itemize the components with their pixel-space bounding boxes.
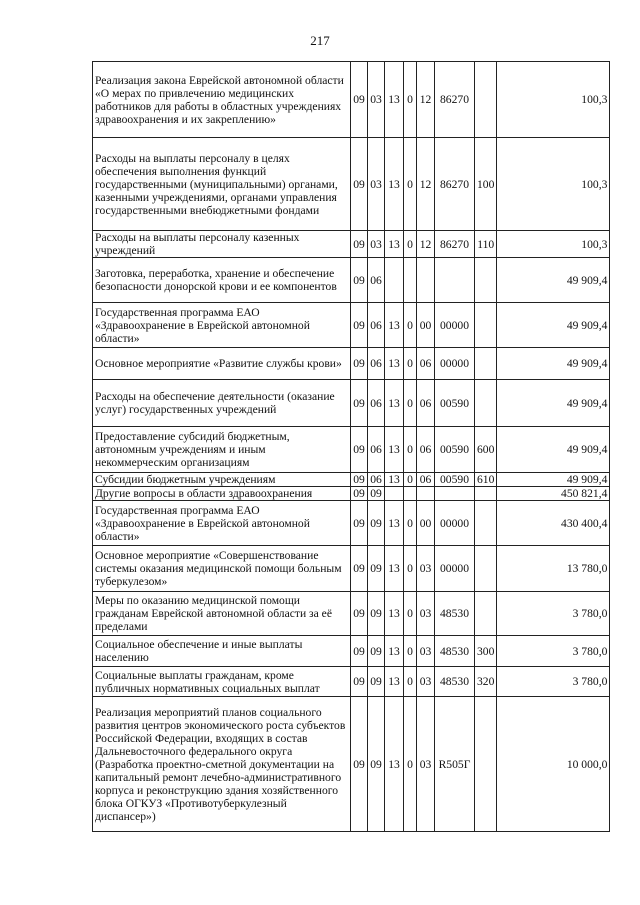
cell-vr <box>475 501 497 546</box>
table-row <box>93 303 610 348</box>
cell-pr: 09 <box>368 546 385 592</box>
cell-pr: 03 <box>368 62 385 138</box>
cell-c2: 0 <box>404 501 417 546</box>
cell-pr: 06 <box>368 348 385 380</box>
cell-c1: 13 <box>385 546 404 592</box>
cell-c2: 0 <box>404 138 417 231</box>
cell-rz: 09 <box>351 427 368 473</box>
cell-c3 <box>417 258 435 303</box>
cell-c3: 00 <box>417 501 435 546</box>
cell-c4: 00590 <box>435 380 475 427</box>
cell-amount: 3 780,0 <box>497 636 610 667</box>
cell-c4: 86270 <box>435 138 475 231</box>
cell-name: Предоставление субсидий бюджетным, автономным учреждениям и иным некоммерческим организациям <box>93 427 351 473</box>
cell-pr: 09 <box>368 487 385 501</box>
cell-c4: 00000 <box>435 501 475 546</box>
cell-c4: 00000 <box>435 348 475 380</box>
cell-c1: 13 <box>385 380 404 427</box>
cell-rz: 09 <box>351 303 368 348</box>
cell-vr: 300 <box>475 636 497 667</box>
cell-pr: 09 <box>368 667 385 697</box>
cell-amount: 100,3 <box>497 231 610 258</box>
cell-rz: 09 <box>351 667 368 697</box>
cell-c3: 03 <box>417 546 435 592</box>
cell-pr: 09 <box>368 636 385 667</box>
cell-rz: 09 <box>351 473 368 487</box>
cell-c2: 0 <box>404 380 417 427</box>
cell-amount: 450 821,4 <box>497 487 610 501</box>
table-row <box>93 592 610 636</box>
cell-name: Реализация мероприятий планов социального развития центров экономического роста субъектов Российской Федерации, входящих в состав Дальневосточного федерального округа (Разработка проектно-сметной документации на капитальный ремонт лечебно-административного корпуса и реконструкцию здания хозяйственного блока ОГКУЗ «Противотуберкулезный диспансер») <box>93 697 351 832</box>
cell-c1 <box>385 258 404 303</box>
cell-pr: 06 <box>368 473 385 487</box>
cell-c1: 13 <box>385 501 404 546</box>
cell-c4: 48530 <box>435 636 475 667</box>
table-row <box>93 501 610 546</box>
cell-c1: 13 <box>385 427 404 473</box>
cell-c3: 06 <box>417 348 435 380</box>
cell-amount: 49 909,4 <box>497 258 610 303</box>
table-row <box>93 258 610 303</box>
table-row <box>93 697 610 832</box>
cell-amount: 13 780,0 <box>497 546 610 592</box>
cell-c2: 0 <box>404 592 417 636</box>
cell-name: Государственная программа ЕАО «Здравоохранение в Еврейской автономной области» <box>93 501 351 546</box>
cell-c2: 0 <box>404 62 417 138</box>
cell-pr: 03 <box>368 231 385 258</box>
cell-rz: 09 <box>351 258 368 303</box>
cell-c3 <box>417 487 435 501</box>
cell-vr <box>475 303 497 348</box>
cell-c3: 06 <box>417 380 435 427</box>
cell-c1: 13 <box>385 348 404 380</box>
cell-c3: 03 <box>417 636 435 667</box>
cell-rz: 09 <box>351 636 368 667</box>
cell-rz: 09 <box>351 62 368 138</box>
cell-name: Социальное обеспечение и иные выплаты населению <box>93 636 351 667</box>
cell-c1: 13 <box>385 231 404 258</box>
cell-c2: 0 <box>404 231 417 258</box>
page-number: 217 <box>310 33 330 48</box>
cell-name: Меры по оказанию медицинской помощи гражданам Еврейской автономной области за её пределами <box>93 592 351 636</box>
cell-c4: R505Г <box>435 697 475 832</box>
table-row <box>93 636 610 667</box>
cell-c3: 00 <box>417 303 435 348</box>
cell-c1: 13 <box>385 62 404 138</box>
cell-vr <box>475 348 497 380</box>
cell-vr: 110 <box>475 231 497 258</box>
cell-amount: 49 909,4 <box>497 303 610 348</box>
cell-name: Социальные выплаты гражданам, кроме публичных нормативных социальных выплат <box>93 667 351 697</box>
cell-vr: 320 <box>475 667 497 697</box>
cell-name: Реализация закона Еврейской автономной области «О мерах по привлечению медицинских работников для работы в областных учреждениях здравоохранения и их закреплению» <box>93 62 351 138</box>
cell-c3: 12 <box>417 62 435 138</box>
cell-amount: 3 780,0 <box>497 592 610 636</box>
cell-vr <box>475 546 497 592</box>
cell-vr: 600 <box>475 427 497 473</box>
cell-name: Основное мероприятие «Совершенствование системы оказания медицинской помощи больным туберкулезом» <box>93 546 351 592</box>
table-row <box>93 546 610 592</box>
cell-c4: 00590 <box>435 473 475 487</box>
table-row <box>93 473 610 487</box>
cell-c4: 48530 <box>435 592 475 636</box>
cell-pr: 06 <box>368 258 385 303</box>
cell-c2: 0 <box>404 636 417 667</box>
cell-name: Расходы на выплаты персоналу в целях обеспечения выполнения функций государственными (муниципальными) органами, казенными учреждениями, органами управления государственными внебюджетными фондами <box>93 138 351 231</box>
cell-rz: 09 <box>351 546 368 592</box>
cell-c2 <box>404 258 417 303</box>
cell-name: Государственная программа ЕАО «Здравоохранение в Еврейской автономной области» <box>93 303 351 348</box>
cell-c3: 12 <box>417 138 435 231</box>
cell-name: Другие вопросы в области здравоохранения <box>93 487 351 501</box>
cell-pr: 06 <box>368 303 385 348</box>
cell-amount: 10 000,0 <box>497 697 610 832</box>
cell-pr: 09 <box>368 592 385 636</box>
cell-vr <box>475 380 497 427</box>
cell-vr <box>475 592 497 636</box>
cell-amount: 49 909,4 <box>497 427 610 473</box>
cell-name: Основное мероприятие «Развитие службы крови» <box>93 348 351 380</box>
cell-amount: 100,3 <box>497 138 610 231</box>
cell-c1 <box>385 487 404 501</box>
cell-c3: 06 <box>417 473 435 487</box>
budget-table-body <box>93 62 610 832</box>
cell-amount: 3 780,0 <box>497 667 610 697</box>
cell-vr <box>475 62 497 138</box>
cell-c2: 0 <box>404 546 417 592</box>
cell-c1: 13 <box>385 697 404 832</box>
budget-table <box>92 61 610 832</box>
table-row <box>93 62 610 138</box>
cell-vr <box>475 697 497 832</box>
cell-pr: 03 <box>368 138 385 231</box>
cell-c1: 13 <box>385 667 404 697</box>
cell-name: Расходы на выплаты персоналу казенных учреждений <box>93 231 351 258</box>
cell-c2: 0 <box>404 697 417 832</box>
cell-rz: 09 <box>351 380 368 427</box>
cell-c2: 0 <box>404 473 417 487</box>
cell-rz: 09 <box>351 501 368 546</box>
cell-c1: 13 <box>385 303 404 348</box>
cell-c1: 13 <box>385 473 404 487</box>
cell-c3: 03 <box>417 592 435 636</box>
cell-pr: 09 <box>368 501 385 546</box>
cell-amount: 430 400,4 <box>497 501 610 546</box>
cell-vr: 100 <box>475 138 497 231</box>
cell-amount: 100,3 <box>497 62 610 138</box>
cell-c1: 13 <box>385 592 404 636</box>
cell-vr: 610 <box>475 473 497 487</box>
cell-name: Субсидии бюджетным учреждениям <box>93 473 351 487</box>
cell-c4: 00000 <box>435 303 475 348</box>
cell-c2: 0 <box>404 427 417 473</box>
cell-rz: 09 <box>351 487 368 501</box>
cell-c3: 03 <box>417 667 435 697</box>
table-row <box>93 138 610 231</box>
cell-c4 <box>435 487 475 501</box>
cell-name: Заготовка, переработка, хранение и обеспечение безопасности донорской крови и ее компонентов <box>93 258 351 303</box>
cell-c2 <box>404 487 417 501</box>
cell-c2: 0 <box>404 303 417 348</box>
cell-vr <box>475 258 497 303</box>
cell-rz: 09 <box>351 138 368 231</box>
cell-c4: 86270 <box>435 231 475 258</box>
cell-pr: 06 <box>368 380 385 427</box>
cell-rz: 09 <box>351 592 368 636</box>
cell-c4: 86270 <box>435 62 475 138</box>
cell-c1: 13 <box>385 138 404 231</box>
cell-c3: 06 <box>417 427 435 473</box>
table-row <box>93 487 610 501</box>
cell-c4: 00590 <box>435 427 475 473</box>
cell-name: Расходы на обеспечение деятельности (оказание услуг) государственных учреждений <box>93 380 351 427</box>
cell-c3: 12 <box>417 231 435 258</box>
cell-amount: 49 909,4 <box>497 380 610 427</box>
table-row <box>93 380 610 427</box>
cell-pr: 09 <box>368 697 385 832</box>
cell-c4: 00000 <box>435 546 475 592</box>
cell-c2: 0 <box>404 667 417 697</box>
cell-pr: 06 <box>368 427 385 473</box>
cell-c4 <box>435 258 475 303</box>
cell-rz: 09 <box>351 697 368 832</box>
cell-rz: 09 <box>351 231 368 258</box>
cell-rz: 09 <box>351 348 368 380</box>
cell-amount: 49 909,4 <box>497 348 610 380</box>
cell-c1: 13 <box>385 636 404 667</box>
table-row <box>93 348 610 380</box>
cell-c2: 0 <box>404 348 417 380</box>
table-row <box>93 231 610 258</box>
table-row <box>93 427 610 473</box>
table-row <box>93 667 610 697</box>
cell-c3: 03 <box>417 697 435 832</box>
cell-amount: 49 909,4 <box>497 473 610 487</box>
cell-vr <box>475 487 497 501</box>
cell-c4: 48530 <box>435 667 475 697</box>
